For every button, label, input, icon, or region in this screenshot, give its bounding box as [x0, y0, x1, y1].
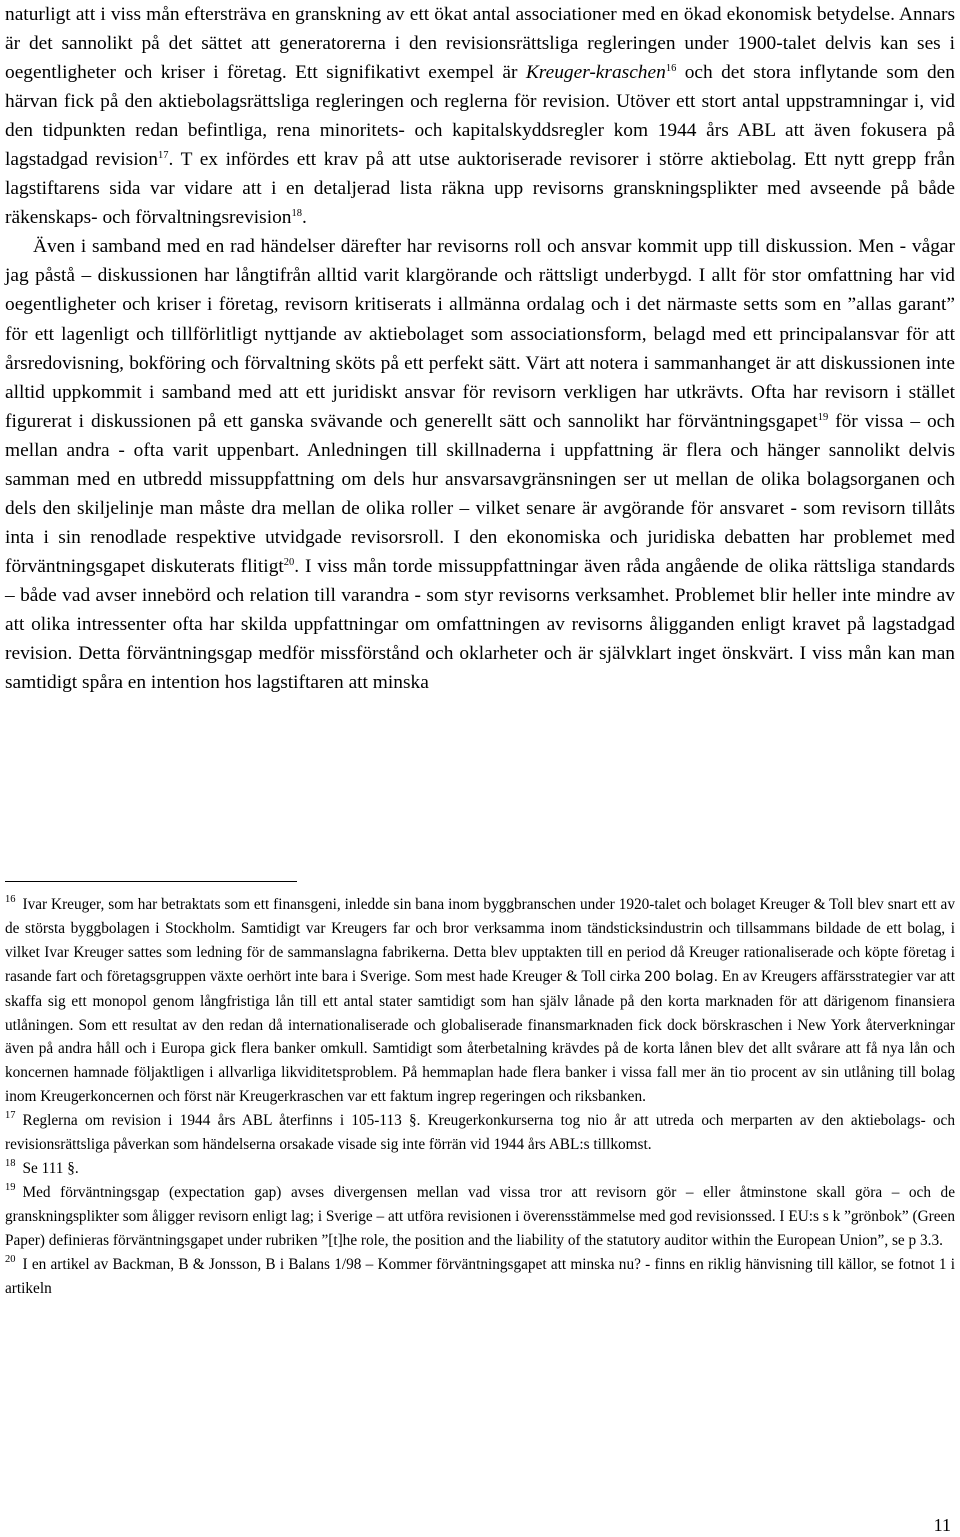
- text-run: Utöver ett stort antal uppstramningar i, vid den tidpunkten redan befintliga, rena minoritets- och kapitalskyddsregler kom 1944 års ABL att även fokusera på lagstadgad revision: [5, 91, 955, 171]
- footnote-text: Se 111 §.: [22, 1159, 79, 1177]
- text-run: Ett signifikativt exempel är: [286, 62, 526, 84]
- paragraph-1: [5, 0, 955, 232]
- kreuger-kraschen-italic: Kreuger-kraschen: [525, 62, 666, 84]
- paragraph-2: [5, 232, 955, 697]
- text-run: I allt för stor omfattning har vid oegentligheter och kriser i företag, revisorn kritiserats i allmänna ordalag och i det närmaste setts som en ”allas garant” för ett lagenligt och tillförlitligt nyttjande av aktiebolaget som associationsform, belagd med ett principalansvar för att årsredovisning, bokföring och förvaltning sköts på ett perfekt sätt. Värt att notera i sammanhanget är att diskussionen inte alltid uppkommit i samband med att ett juridiskt ansvar för revisorn verkligen har utkrävts. Ofta har revisorn i stället figurerat i diskussionen på ett ganska svävande och generellt sätt och sannolikt har förväntningsgapet: [5, 265, 956, 432]
- text-run: Men - vågar jag påstå – diskussionen har långtifrån alltid varit klargörande och rättsligt underbygd.: [5, 236, 955, 287]
- footnote-number: 17: [5, 1110, 16, 1122]
- footnote-text: 200 bolag.: [644, 968, 719, 985]
- document-page: [5, 0, 955, 1537]
- text-run: för vissa – och mellan andra - ofta varit uppenbart. Anledningen till skillnaderna i uppfattning är flera och hänger sannolikt delvis samman med en utbredd missuppfattning om dels hur ansvarsavgränsningen ser ut mellan de olika bolagsorganen och dels den skiljelinje man måste dra mellan de olika roller – vilket senare är avgörande för ansvaret - som revisorn tillåts inta i sin renodlade respektive utvidgade revisorsroll. I den ekonomiska och juridiska debatten har problemet med förväntningsgapet diskuterats flitigt: [5, 410, 955, 577]
- text-run: naturligt att i viss mån eftersträva en granskning av ett ökat antal associationer med en ökad ekonomisk betydelse. Annars är det sannolikt på det sättet att generatorerna i den revisionsrättsliga regleringen under 1900-talet delvis kan ses i oegentligheter och kriser i företag.: [5, 4, 955, 84]
- text-run: I viss mån kan man samtidigt spåra en intention hos lagstiftaren att minska: [5, 643, 955, 694]
- text-run: Ett nytt grepp från lagstiftarens sida var vidare att i en detaljerad lista räkna upp revisorns granskningsplikter med avseende på både räkenskaps- och förvaltningsrevision: [5, 149, 955, 229]
- text-run: . T ex infördes ett krav på att utse auktoriserade revisorer i större aktiebolag.: [168, 149, 797, 171]
- text-run: . I viss mån torde missuppfattningar även råda angående de olika rättsliga standards – både vad avser innebörd och relation till varandra - som styr revisorns verksamhet. Problemet blir heller inte mindre av att olika intressenter ofta har skilda uppfattningar om omfattningen av revisorns åligganden enligt kravet på lagstadgad revision. Detta förväntningsgap medför missförstånd och oklarheter och är självklart inget önskvärt.: [5, 555, 955, 665]
- footnote-number: 20: [5, 1253, 16, 1265]
- footnote-text: Ivar Kreuger, som har betraktats som ett finansgeni, inledde sin bana inom byggbranschen under 1920-talet och bolaget Kreuger & Toll blev snart ett av de största byggbolagen i Stockholm. Samtidigt var Kreugers far och bror verksamma inom tändsticksindustrin och tillsammans bildade de ett bolag, i vilket Ivar Kreuger sattes som ledning för de sammanslagna fabrikerna. Detta blev upptakten till en period då Kreuger rationaliserade och köpte företag i rasande fart och företagsgruppen växte oerhört inte bara i Sverige. Som mest hade Kreuger & Toll cirka: [5, 896, 955, 985]
- footnote-text: Reglerna om revision i 1944 års ABL återfinns i 105-113 §. Kreugerkonkurserna tog nio år att utreda och merparten av den aktiebolags- och revisionsrättsliga påverkan som händelserna orsakade visade sig inte förrän vid 1944 års ABL:s tillkomst.: [5, 1112, 955, 1154]
- footnote-ref-19[interactable]: 19: [817, 411, 829, 423]
- footnote-number: 19: [5, 1181, 16, 1193]
- footnote-text: Med förväntningsgap (expectation gap) avses divergensen mellan vad vissa tror att revisorn gör – eller åtminstone skall göra – och de granskningsplikter som åligger revisorn enligt lag; i Sverige – att utföra revisionen i överensstämmelse med god revisionssed. I EU:s s k ”grönbok” (Green Paper) definieras förväntningsgapet under rubriken ”[t]he role, the position and the liability of the statutory auditor within the European Union”, se p 3.3.: [5, 1183, 955, 1249]
- footnote-20: [5, 1253, 955, 1301]
- footnote-19: [5, 1181, 955, 1253]
- footnote-18: [5, 1157, 955, 1181]
- footnote-text: I en artikel av Backman, B & Jonsson, B i Balans 1/98 – Kommer förväntningsgapet att minska nu? - finns en riklig hänvisning till källor, se fotnot 1 i artikeln: [5, 1255, 955, 1297]
- footnote-ref-18[interactable]: 18: [291, 208, 302, 220]
- footnotes: [5, 893, 955, 1300]
- footnote-text: En av Kreugers affärsstrategier var att skaffa sig ett monopol genom långfristiga lån till ett antal stater samtidigt som han själv lånade på den korta marknaden för att därigenom finansiera utlåningen. Som ett resultat av den redan då internationaliserade och globaliserade finansmarknaden fick dock börskraschen i New York återverkningar även på andra håll och i Europa gick flera banker omkull. Samtidigt som återbetalning krävdes på de korta lånen blev det allt svårare att få nya lån och koncernen hamnade följaktligen i allvarliga likviditetsproblem. På hemmaplan hade flera banker i vissa fall mer än tio procent av sin utlåning till bolag inom Kreugerkoncernen och först när Kreugerkraschen var ett faktum ingrep regeringen och riksbanken.: [5, 967, 955, 1106]
- footnote-16: [5, 893, 955, 1109]
- footnote-ref-20[interactable]: 20: [283, 556, 295, 568]
- footnote-number: 16: [5, 894, 16, 905]
- text-run: .: [301, 207, 307, 229]
- footnote-ref-16[interactable]: 16: [665, 63, 677, 75]
- footnote-number: 18: [5, 1157, 16, 1169]
- main-text: [5, 0, 955, 697]
- text-run: och det stora inflytande som den härvan fick på den aktiebolagsrättsliga regleringen och reglerna för revision.: [5, 62, 955, 113]
- footnote-17: [5, 1109, 955, 1157]
- text-run: Även i samband med en rad händelser därefter har revisorns roll och ansvar kommit upp till diskussion.: [33, 236, 853, 258]
- footnote-separator: [5, 881, 297, 882]
- footnote-ref-17[interactable]: 17: [158, 150, 169, 162]
- page-number: 11: [933, 1515, 951, 1535]
